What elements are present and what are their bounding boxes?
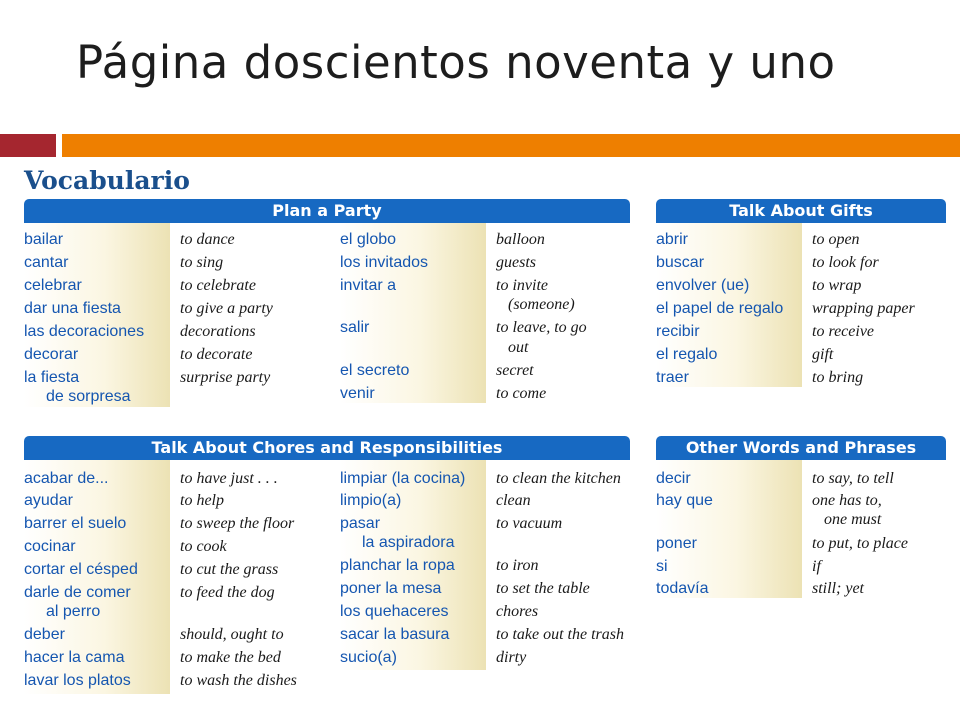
vocab-translation: to come	[496, 385, 547, 402]
chores-header: Talk About Chores and Responsibilities	[24, 436, 630, 460]
vocab-term: decorar	[24, 346, 79, 363]
vocab-translation: to look for	[812, 254, 879, 271]
vocab-translation: should, ought to	[180, 626, 284, 643]
vocab-translation: to wash the dishes	[180, 672, 297, 689]
vocab-term: la fiesta	[24, 369, 80, 386]
vocab-term: poner	[656, 535, 697, 552]
vocab-term: barrer el suelo	[24, 515, 127, 532]
vocab-translation: one has to,	[812, 492, 882, 509]
vocab-translation: gift	[812, 346, 834, 363]
vocab-translation: to receive	[812, 323, 875, 340]
vocab-translation: to leave, to go	[496, 319, 587, 336]
vocab-translation: to iron	[496, 557, 539, 574]
vocab-translation: to open	[812, 231, 860, 248]
vocab-translation: surprise party	[180, 369, 271, 386]
vocab-translation: clean	[496, 492, 531, 509]
slide-title: Página doscientos noventa y uno	[76, 36, 836, 89]
vocab-term: limpio(a)	[340, 492, 402, 509]
vocab-term: ayudar	[24, 492, 73, 509]
vocab-term: hacer la cama	[24, 649, 125, 666]
vocab-translation: secret	[496, 362, 534, 379]
vocab-term: el regalo	[656, 346, 718, 363]
vocab-term: dar una fiesta	[24, 300, 121, 317]
vocab-translation: to decorate	[180, 346, 253, 363]
vocab-term: salir	[340, 319, 370, 336]
chores-section	[24, 436, 630, 696]
vocab-term: acabar de...	[24, 470, 109, 487]
vocab-translation: to cut the grass	[180, 561, 279, 578]
vocab-term: invitar a	[340, 277, 397, 294]
vocab-term: abrir	[656, 231, 689, 248]
vocab-term: el globo	[340, 231, 397, 248]
plan-party-header: Plan a Party	[24, 199, 630, 223]
vocab-term: hay que	[656, 492, 713, 509]
vocab-term: celebrar	[24, 277, 82, 294]
vocab-term: venir	[340, 385, 375, 402]
vocab-term: los quehaceres	[340, 603, 449, 620]
vocab-translation: to have just . . .	[180, 470, 278, 487]
vocab-translation: to invite	[496, 277, 548, 294]
vocab-translation: to sweep the floor	[180, 515, 295, 532]
vocab-translation: if	[812, 558, 821, 575]
other-header: Other Words and Phrases	[656, 436, 946, 460]
vocab-term: sucio(a)	[340, 649, 397, 666]
vocab-translation: guests	[496, 254, 536, 271]
vocab-term: al perro	[46, 603, 101, 620]
vocab-translation: to celebrate	[180, 277, 256, 294]
vocab-term: todavía	[656, 580, 709, 597]
vocab-term: darle de comer	[24, 584, 131, 601]
vocab-translation: to take out the trash	[496, 626, 624, 643]
vocab-term: cantar	[24, 254, 69, 271]
vocabulary-heading: Vocabulario	[24, 166, 190, 195]
vocab-term: las decoraciones	[24, 323, 145, 340]
vocab-term: planchar la ropa	[340, 557, 455, 574]
vocab-term: recibir	[656, 323, 700, 340]
vocab-term: el papel de regalo	[656, 300, 784, 317]
vocab-term: traer	[656, 369, 689, 386]
vocab-term: deber	[24, 626, 65, 643]
vocab-term: pasar	[340, 515, 381, 532]
vocab-term: si	[656, 558, 668, 575]
vocab-term: de sorpresa	[46, 388, 131, 405]
vocab-term: la aspiradora	[362, 534, 455, 551]
vocab-translation: to make the bed	[180, 649, 281, 666]
vocab-term: lavar los platos	[24, 672, 131, 689]
vocab-translation: to set the table	[496, 580, 590, 597]
vocab-translation: decorations	[180, 323, 256, 340]
vocab-translation: to give a party	[180, 300, 273, 317]
vocab-translation: to clean the kitchen	[496, 470, 621, 487]
vocab-translation: balloon	[496, 231, 545, 248]
vocab-translation: chores	[496, 603, 539, 620]
vocab-term: decir	[656, 470, 691, 487]
vocab-term: envolver (ue)	[656, 277, 750, 294]
vocab-translation: one must	[824, 511, 882, 528]
vocab-term: bailar	[24, 231, 64, 248]
vocab-translation: to put, to place	[812, 535, 908, 552]
vocab-translation: to sing	[180, 254, 224, 271]
vocab-translation: to bring	[812, 369, 864, 386]
vocab-translation: wrapping paper	[812, 300, 915, 317]
vocab-term: el secreto	[340, 362, 410, 379]
vocab-term: buscar	[656, 254, 705, 271]
gifts-section	[656, 199, 946, 389]
vocab-translation: to vacuum	[496, 515, 563, 532]
vocab-translation: (someone)	[508, 296, 575, 313]
vocab-translation: to wrap	[812, 277, 862, 294]
vocab-term: limpiar (la cocina)	[340, 470, 466, 487]
vocab-translation: out	[508, 339, 529, 356]
vocab-translation: still; yet	[812, 580, 864, 597]
accent-bar-orange	[62, 134, 960, 157]
vocab-term: cortar el césped	[24, 561, 138, 578]
accent-bar-red	[0, 134, 56, 157]
gifts-header: Talk About Gifts	[656, 199, 946, 223]
vocab-translation: to feed the dog	[180, 584, 275, 601]
vocab-translation: to dance	[180, 231, 235, 248]
vocab-translation: to say, to tell	[812, 470, 894, 487]
vocab-term: poner la mesa	[340, 580, 442, 597]
vocab-translation: to help	[180, 492, 224, 509]
vocab-term: cocinar	[24, 538, 76, 555]
vocab-term: los invitados	[340, 254, 429, 271]
vocab-translation: to cook	[180, 538, 227, 555]
vocab-translation: dirty	[496, 649, 527, 666]
plan-party-section	[24, 199, 630, 409]
other-section	[656, 436, 946, 606]
vocab-term: sacar la basura	[340, 626, 450, 643]
